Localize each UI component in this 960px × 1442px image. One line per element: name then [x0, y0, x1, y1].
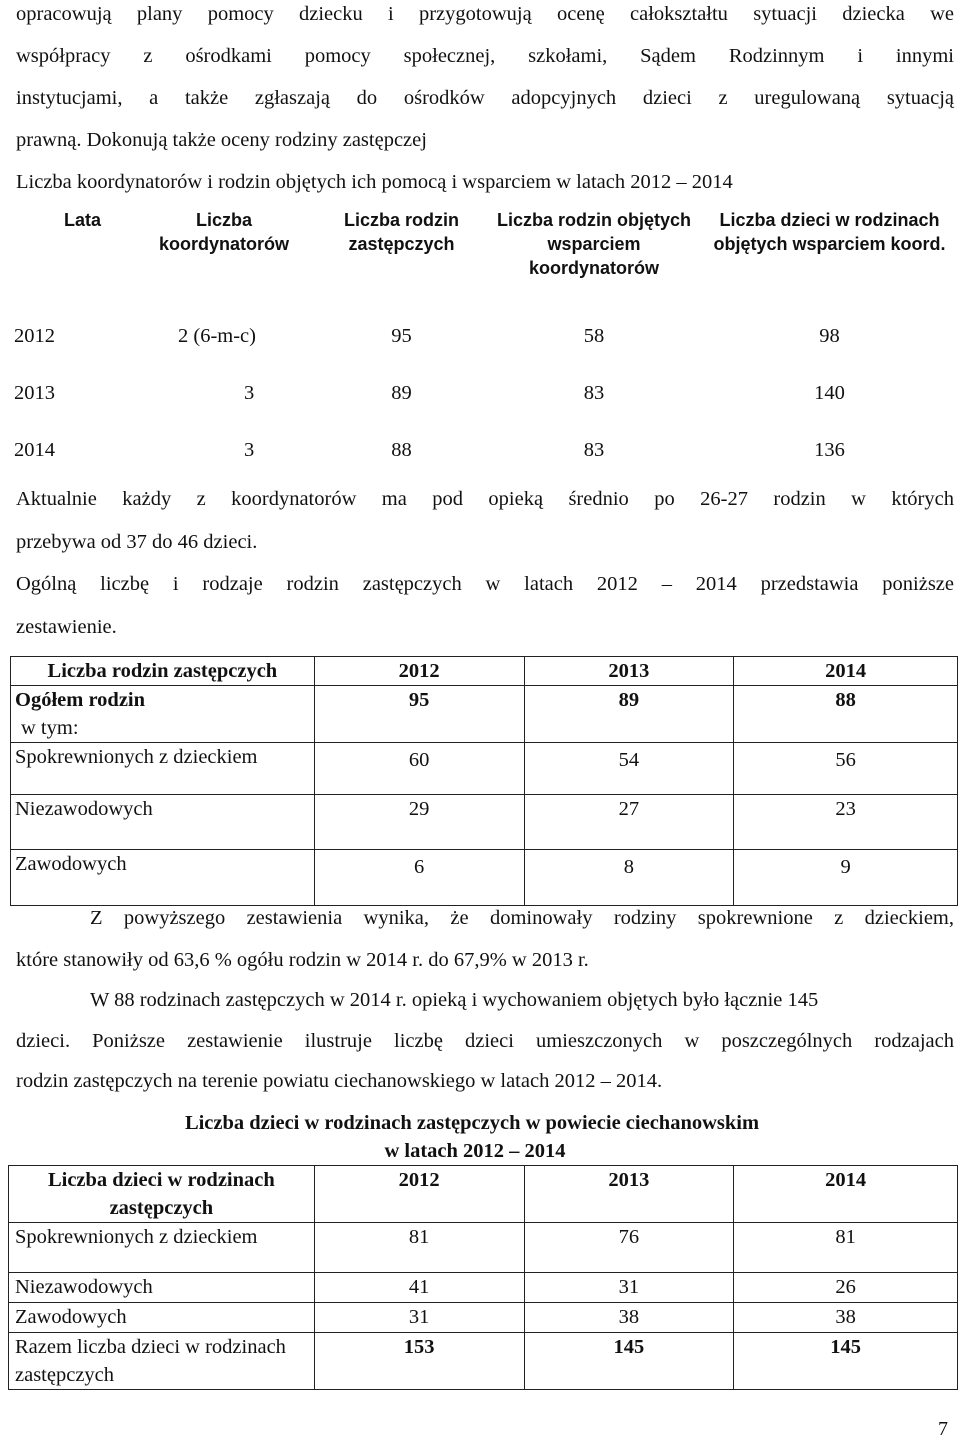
cell-value: 89 [391, 382, 412, 404]
cell-value: 76 [524, 1223, 734, 1273]
col-header-dzieci: Liczba dzieci w rodzinach objętych wsparciem koord. [713, 210, 946, 254]
cell-value: 145 [524, 1333, 734, 1390]
cell-value: 41 [314, 1273, 524, 1303]
col-header-type: Liczba dzieci w rodzinach zastępczych [9, 1166, 315, 1223]
row-label: Niezawodowych [11, 795, 315, 850]
cell-year: 2013 [14, 382, 55, 404]
para2-line-1: Aktualnie każdy z koordynatorów ma pod opieką średnio po 26-27 rodzin w których [16, 488, 954, 510]
row-label: Razem liczba dzieci w rodzinach zastępczych [9, 1333, 315, 1390]
para3-line-4: dzieci. Poniższe zestawienie ilustruje liczbę dzieci umieszczonych w poszczególnych rodzajach [16, 1030, 954, 1052]
table-row [14, 365, 960, 422]
intro-line-1: opracowują plany pomocy dziecku i przygotowują ocenę całokształtu sytuacji dziecka we [16, 3, 954, 25]
children-table [8, 1165, 958, 1390]
para3-line-3: W 88 rodzinach zastępczych w 2014 r. opieką i wychowaniem objętych było łącznie 145 [90, 989, 819, 1011]
col-header-2012: 2012 [314, 657, 524, 686]
table-row [11, 743, 958, 795]
table-row-total [9, 1333, 958, 1390]
cell-year: 2012 [14, 325, 55, 347]
subnote: w tym: [21, 717, 79, 739]
cell-value: 145 [734, 1333, 958, 1390]
children-table-title-line-2: w latach 2012 – 2014 [384, 1140, 566, 1162]
col-header-rodziny-wsparcie: Liczba rodzin objętych wsparciem koordynatorów [496, 210, 692, 278]
children-table-title-line-1: Liczba dzieci w rodzinach zastępczych w powiecie ciechanowskim [184, 1112, 760, 1134]
cell-value: 6 [314, 850, 524, 906]
col-header-2014: 2014 [734, 1166, 958, 1223]
col-header-2012: 2012 [314, 1166, 524, 1223]
cell-value: 23 [734, 795, 958, 850]
cell-value: 58 [583, 325, 605, 347]
cell-value: 88 [391, 439, 412, 461]
page-number: 7 [938, 1418, 948, 1440]
col-header-lata: Lata [64, 210, 102, 230]
row-label: Spokrewnionych z dzieckiem [11, 743, 315, 795]
families-table [10, 656, 958, 906]
table-row [14, 308, 960, 365]
table-row [9, 1223, 958, 1273]
cell-value: 88 [734, 686, 958, 743]
cell-value: 38 [734, 1303, 958, 1333]
cell-value: 31 [524, 1273, 734, 1303]
row-label: Niezawodowych [9, 1273, 315, 1303]
table-row [9, 1303, 958, 1333]
cell-value: 29 [314, 795, 524, 850]
cell-value: 54 [524, 743, 734, 795]
para3-line-1: Z powyższego zestawienia wynika, że dominowały rodziny spokrewnione z dzieckiem, [90, 907, 954, 929]
cell-value: 98 [819, 325, 840, 347]
col-header-2014: 2014 [734, 657, 958, 686]
intro-line-2: współpracy z ośrodkami pomocy społecznej, szkołami, Sądem Rodzinnym i innymi [16, 45, 954, 67]
para2-line-3: Ogólną liczbę i rodzaje rodzin zastępczych w latach 2012 – 2014 przedstawia poniższe [16, 573, 954, 595]
row-label: Zawodowych [9, 1303, 315, 1333]
table-row [14, 422, 960, 479]
table-row [9, 1273, 958, 1303]
intro-line-3: instytucjami, a także zgłaszają do ośrodków adopcyjnych dzieci z uregulowaną sytuacją [16, 87, 954, 109]
table-row [11, 850, 958, 906]
cell-value: 136 [814, 439, 845, 461]
cell-value: 60 [314, 743, 524, 795]
table-row-total [11, 686, 958, 743]
cell-value: 31 [314, 1303, 524, 1333]
cell-value: 95 [314, 686, 524, 743]
cell-value: 83 [583, 439, 605, 461]
cell-value: 56 [734, 743, 958, 795]
cell-value: 140 [814, 382, 845, 404]
col-header-koordynatorzy: Liczba koordynatorów [158, 210, 289, 254]
cell-year: 2014 [14, 439, 55, 461]
total-label: Ogółem rodzin [15, 689, 146, 711]
cell-value: 3 [244, 382, 255, 404]
cell-value: 153 [314, 1333, 524, 1390]
table-row [11, 795, 958, 850]
coordinators-table [14, 208, 960, 479]
para3-line-5: rodzin zastępczych na terenie powiatu ciechanowskiego w latach 2012 – 2014. [16, 1070, 663, 1092]
cell-value: 38 [524, 1303, 734, 1333]
col-header-2013: 2013 [524, 657, 734, 686]
para3-line-2: które stanowiły od 63,6 % ogółu rodzin w 2014 r. do 67,9% w 2013 r. [16, 949, 589, 971]
col-header-type: Liczba rodzin zastępczych [11, 657, 315, 686]
coord-table-caption: Liczba koordynatorów i rodzin objętych ich pomocą i wsparciem w latach 2012 – 2014 [16, 171, 733, 193]
cell-value: 2 (6-m-c) [178, 325, 256, 347]
cell-value: 27 [524, 795, 734, 850]
total-label-cell [11, 686, 315, 743]
cell-value: 26 [734, 1273, 958, 1303]
cell-value: 89 [524, 686, 734, 743]
col-header-2013: 2013 [524, 1166, 734, 1223]
para2-line-4: zestawienie. [16, 616, 117, 638]
row-label: Zawodowych [11, 850, 315, 906]
col-header-rodziny: Liczba rodzin zastępczych [343, 210, 459, 254]
cell-value: 8 [524, 850, 734, 906]
cell-value: 3 [244, 439, 255, 461]
cell-value: 83 [583, 382, 605, 404]
cell-value: 95 [391, 325, 412, 347]
intro-line-4: prawną. Dokonują także oceny rodziny zastępczej [16, 129, 427, 151]
cell-value: 9 [734, 850, 958, 906]
cell-value: 81 [314, 1223, 524, 1273]
cell-value: 81 [734, 1223, 958, 1273]
row-label: Spokrewnionych z dzieckiem [9, 1223, 315, 1273]
para2-line-2: przebywa od 37 do 46 dzieci. [16, 531, 258, 553]
